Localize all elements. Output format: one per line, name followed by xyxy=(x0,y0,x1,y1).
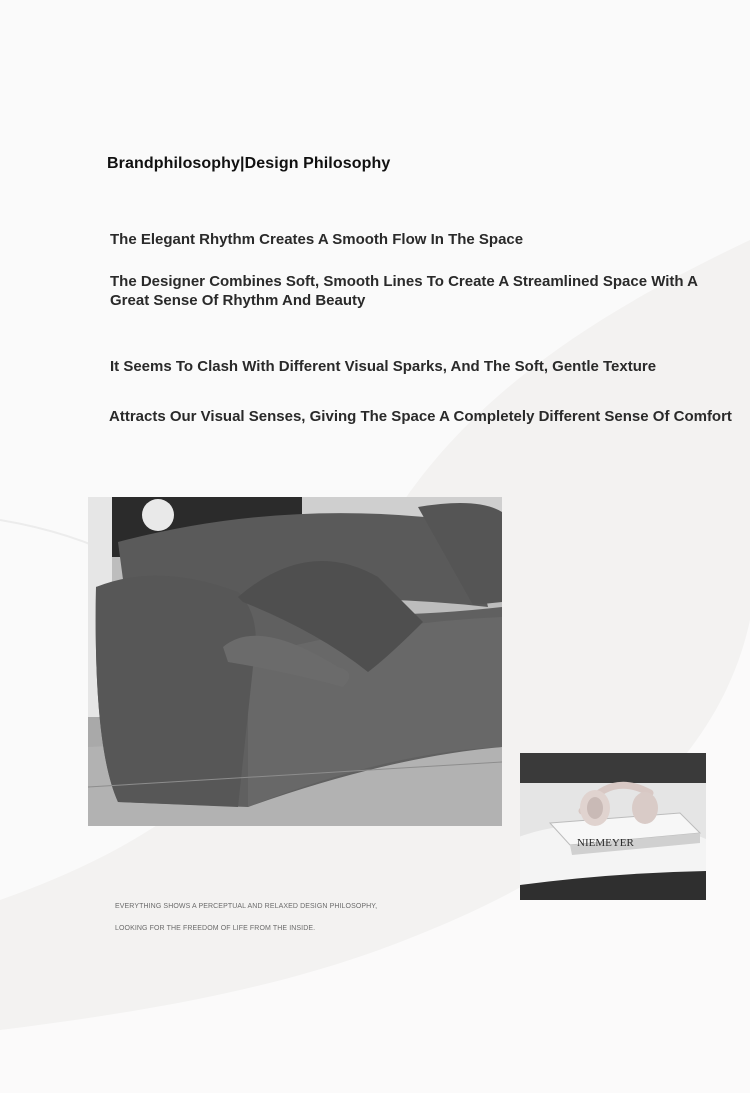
philosophy-line-4: Attracts Our Visual Senses, Giving The Space A Completely Different Sense Of Comfort xyxy=(109,408,732,425)
page-heading: Brandphilosophy|Design Philosophy xyxy=(107,155,391,172)
book-title-text: NIEMEYER xyxy=(577,837,634,849)
philosophy-line-2: The Designer Combines Soft, Smooth Lines To Create A Streamlined Space With A Great Sense Of Rhythm And Beauty xyxy=(110,273,698,309)
sofa-photo xyxy=(88,497,502,826)
philosophy-line-1: The Elegant Rhythm Creates A Smooth Flow In The Space xyxy=(110,231,524,248)
headphones-photo xyxy=(520,753,706,900)
footnote-line-2: LOOKING FOR THE FREEDOM OF LIFE FROM THE INSIDE. xyxy=(115,925,316,932)
philosophy-line-3: It Seems To Clash With Different Visual Sparks, And The Soft, Gentle Texture xyxy=(110,358,657,375)
footnote-line-1: EVERYTHING SHOWS A PERCEPTUAL AND RELAXED DESIGN PHILOSOPHY, xyxy=(115,903,378,910)
